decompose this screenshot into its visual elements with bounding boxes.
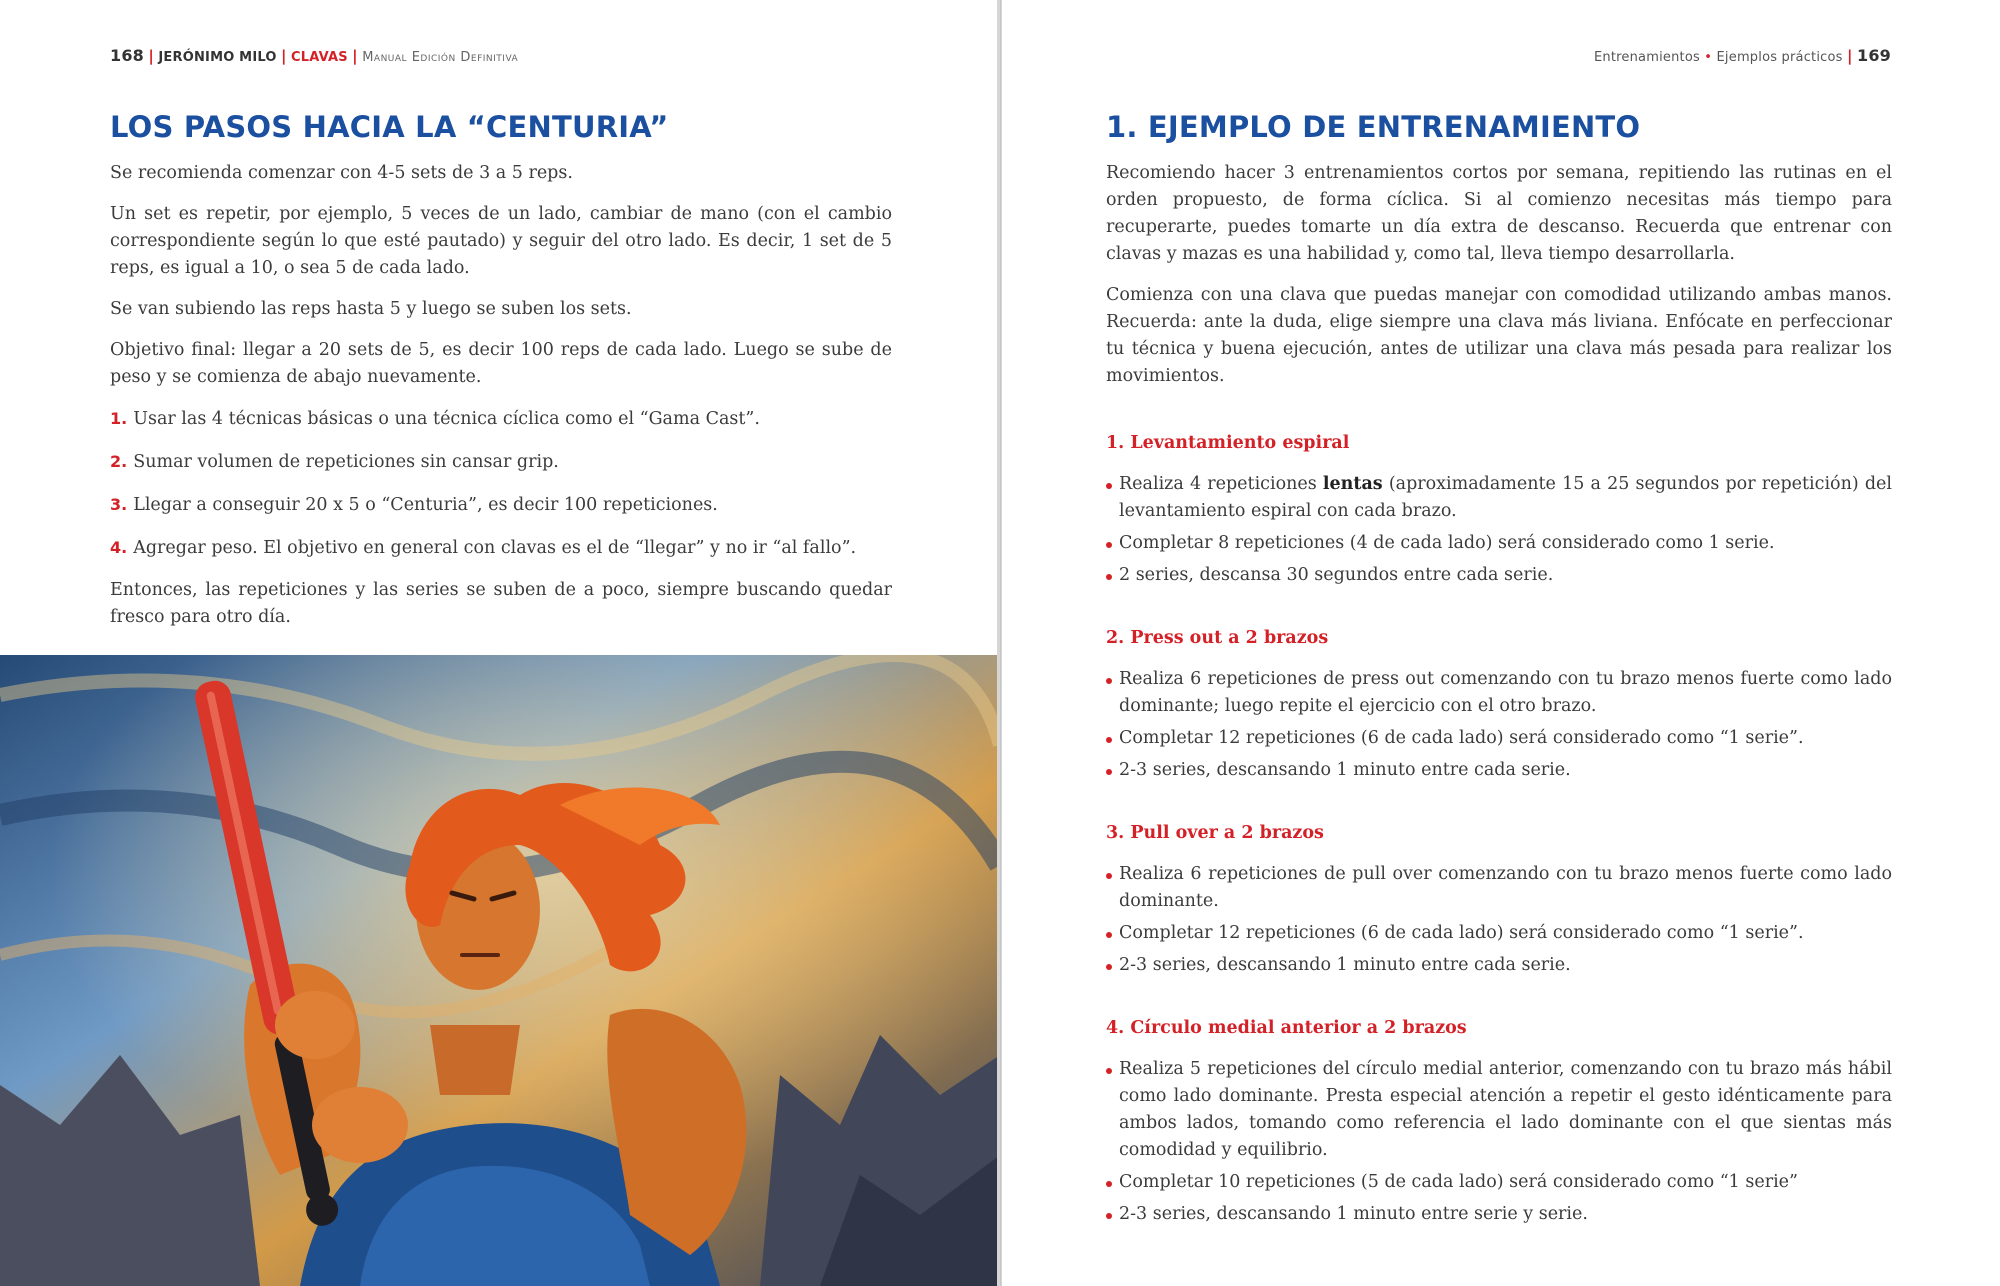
paragraph: Comienza con una clava que puedas manejar con comodidad utilizando ambas manos. Recuerda: ante la duda, elige siempre una clava más liviana. Enfócate en perfeccionar tu técnica y buena ejecución, antes de utilizar una clava más pesada para realizar los movimientos. <box>1106 285 1892 386</box>
left-body <box>110 160 892 645</box>
exercise-block <box>1106 430 1892 589</box>
text: Realiza 4 repeticiones <box>1119 474 1323 494</box>
text: Realiza 6 repeticiones de pull over comenzando con tu brazo menos fuerte como lado dominante. <box>1119 864 1892 911</box>
list-item <box>1106 920 1892 947</box>
list-item <box>1106 471 1892 525</box>
list-item <box>110 491 892 519</box>
list-item <box>1106 562 1892 589</box>
page-title: LOS PASOS HACIA LA “CENTURIA” <box>110 110 669 144</box>
list-item <box>1106 952 1892 979</box>
section-name: Entrenamientos <box>1594 50 1700 65</box>
step-text: Agregar peso. El objetivo en general con clavas es el de “llegar” y no ir “al fallo”. <box>133 538 857 558</box>
text: Completar 8 repeticiones (4 de cada lado) será considerado como 1 serie. <box>1119 533 1775 553</box>
right-running-head <box>1594 46 1891 65</box>
text: 2 series, descansa 30 segundos entre cada serie. <box>1119 565 1554 585</box>
page-title: 1. EJEMPLO DE ENTRENAMIENTO <box>1106 110 1641 144</box>
step-text: Llegar a conseguir 20 x 5 o “Centuria”, es decir 100 repeticiones. <box>133 495 718 515</box>
paragraph: Se recomienda comenzar con 4-5 sets de 3 a 5 reps. <box>110 163 573 183</box>
paragraph: Un set es repetir, por ejemplo, 5 veces de un lado, cambiar de mano (con el cambio correspondiente según lo que esté pautado) y seguir del otro lado. Es decir, 1 set de 5 reps, es igual a 10, o sea 5 de cada lado. <box>110 204 892 278</box>
list-item <box>1106 1169 1892 1196</box>
bold-text: lentas <box>1322 474 1383 494</box>
text: Completar 12 repeticiones (6 de cada lado) será considerado como “1 serie”. <box>1119 728 1804 748</box>
warrior-with-club-painting-icon <box>0 655 1000 1286</box>
list-item <box>110 405 892 433</box>
right-body <box>1106 160 1892 1233</box>
right-page-number: 169 <box>1857 46 1891 65</box>
text: (aproximadamente 15 a 25 segundos por repetición) del levantamiento espiral con cada brazo. <box>1119 474 1892 521</box>
step-number: 2. <box>110 452 128 471</box>
list-item <box>1106 725 1892 752</box>
subsection-name: Ejemplos prácticos <box>1716 50 1843 65</box>
exercise-title: 4. Círculo medial anterior a 2 brazos <box>1106 1018 1467 1038</box>
list-item <box>1106 530 1892 557</box>
left-page-number: 168 <box>110 46 144 65</box>
text: 2-3 series, descansando 1 minuto entre cada serie. <box>1119 955 1571 975</box>
list-item <box>110 448 892 476</box>
book-subtitle: Manual Edición Definitiva <box>362 50 519 65</box>
exercise-bullets <box>1106 861 1892 979</box>
list-item <box>1106 757 1892 784</box>
exercise-block <box>1106 1015 1892 1228</box>
list-item <box>1106 861 1892 915</box>
separator: | <box>280 47 287 65</box>
step-number: 1. <box>110 409 128 428</box>
exercise-bullets <box>1106 1056 1892 1228</box>
text: Completar 12 repeticiones (6 de cada lado) será considerado como “1 serie”. <box>1119 923 1804 943</box>
step-number: 3. <box>110 495 128 514</box>
warrior-illustration <box>0 655 1000 1286</box>
text: 2-3 series, descansando 1 minuto entre cada serie. <box>1119 760 1571 780</box>
separator: | <box>352 47 358 65</box>
paragraph: Se van subiendo las reps hasta 5 y luego se suben los sets. <box>110 299 632 319</box>
left-running-head <box>110 46 518 65</box>
exercise-block <box>1106 820 1892 979</box>
exercise-title: 2. Press out a 2 brazos <box>1106 628 1329 648</box>
list-item <box>110 534 892 562</box>
text: Completar 10 repeticiones (5 de cada lado) será considerado como “1 serie” <box>1119 1172 1798 1192</box>
paragraph: Recomiendo hacer 3 entrenamientos cortos por semana, repitiendo las rutinas en el orden propuesto, de forma cíclica. Si al comienzo necesitas más tiempo para recuperarte, puedes tomarte un día extra de descanso. Recuerda que entrenar con clavas y mazas es una habilidad y, como tal, lleva tiempo desarrollarla. <box>1106 163 1892 264</box>
author-name: JERÓNIMO MILO <box>158 50 277 65</box>
text: Realiza 5 repeticiones del círculo medial anterior, comenzando con tu brazo más hábil como lado dominante. Presta especial atención a repetir el gesto idénticamente para ambos lados, tomando como referencia el lado dominante con el que sientas más comodidad y equilibrio. <box>1119 1059 1892 1160</box>
text: 2-3 series, descansando 1 minuto entre serie y serie. <box>1119 1204 1588 1224</box>
step-text: Sumar volumen de repeticiones sin cansar grip. <box>133 452 559 472</box>
paragraph: Objetivo final: llegar a 20 sets de 5, es decir 100 reps de cada lado. Luego se sube de peso y se comienza de abajo nuevamente. <box>110 340 892 387</box>
book-title: CLAVAS <box>291 50 348 65</box>
bullet-separator: • <box>1704 50 1713 65</box>
closing-paragraph: Entonces, las repeticiones y las series se suben de a poco, siempre buscando quedar fresco para otro día. <box>110 580 892 627</box>
step-text: Usar las 4 técnicas básicas o una técnica cíclica como el “Gama Cast”. <box>133 409 760 429</box>
step-number: 4. <box>110 538 128 557</box>
exercise-title: 1. Levantamiento espiral <box>1106 433 1350 453</box>
exercise-title: 3. Pull over a 2 brazos <box>1106 823 1324 843</box>
exercise-bullets <box>1106 471 1892 589</box>
separator: | <box>148 47 155 65</box>
exercise-block <box>1106 625 1892 784</box>
separator: | <box>1846 47 1853 65</box>
list-item <box>1106 666 1892 720</box>
steps-list <box>110 405 892 562</box>
exercise-bullets <box>1106 666 1892 784</box>
list-item <box>1106 1201 1892 1228</box>
text: Realiza 6 repeticiones de press out comenzando con tu brazo menos fuerte como lado dominante; luego repite el ejercicio con el otro brazo. <box>1119 669 1892 716</box>
right-page <box>1002 0 2000 1286</box>
list-item <box>1106 1056 1892 1164</box>
